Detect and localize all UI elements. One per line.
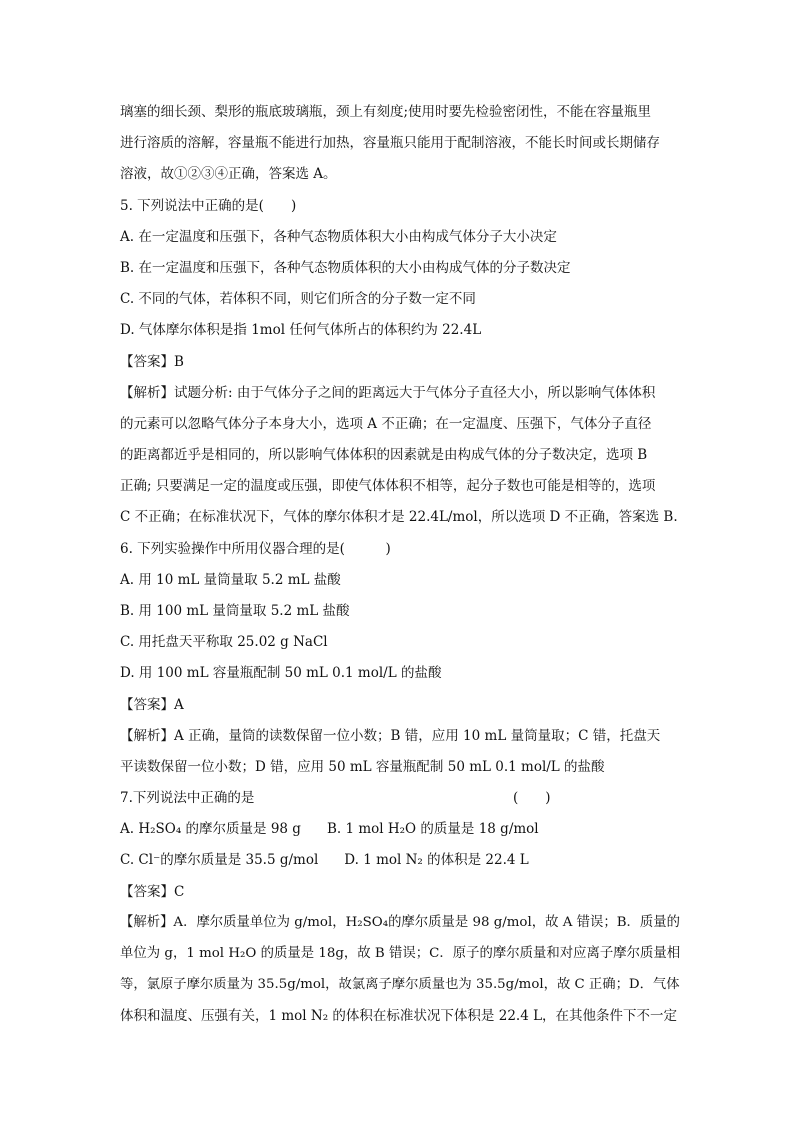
question-6-option-b: B. 用 100 mL 量筒量取 5.2 mL 盐酸: [120, 603, 350, 619]
question-6-option-d: D. 用 100 mL 容量瓶配制 50 mL 0.1 mol/L 的盐酸: [120, 665, 442, 681]
text-line: 溶液，故①②③④正确，答案选 A。: [120, 166, 337, 182]
question-7-analysis: 体积和温度、压强有关，1 mol N₂ 的体积在标准状况下体积是 22.4 L，在其他条件下不一定: [120, 1008, 678, 1024]
question-5-analysis: C 不正确；在标准状况下，气体的摩尔体积才是 22.4L/mol，所以选项 D 不正确，答案选 B.: [120, 509, 678, 525]
question-6-analysis: 【解析】A 正确，量筒的读数保留一位小数；B 错，应用 10 mL 量筒量取；C 错，托盘天: [120, 728, 661, 744]
question-5-option-b: B. 在一定温度和压强下，各种气态物质体积的大小由构成气体的分子数决定: [120, 260, 571, 276]
text-line: 进行溶质的溶解，容量瓶不能进行加热，容量瓶只能用于配制溶液，不能长时间或长期储存: [120, 135, 660, 151]
question-7-analysis: 等，氯原子摩尔质量为 35.5g/mol，故氯离子摩尔质量也为 35.5g/mol，故 C 正确；D．气体: [120, 977, 680, 992]
question-7-answer: 【答案】C: [120, 884, 185, 900]
question-7-options-ab: [120, 819, 680, 839]
question-7-analysis: 单位为 g，1 mol H₂O 的质量是 18g，故 B 错误；C．原子的摩尔质量和对应离子摩尔质量相: [120, 946, 681, 961]
question-7-option-c: C. Cl⁻的摩尔质量是 35.5 g/mol: [120, 852, 319, 868]
question-6-option-c: C. 用托盘天平称取 25.02 g NaCl: [120, 634, 328, 650]
question-5-analysis: 正确; 只要满足一定的温度或压强，即使气体体积不相等，起分子数也可能是相等的，选项: [120, 478, 656, 494]
question-7-option-d: D. 1 mol N₂ 的体积是 22.4 L: [344, 852, 529, 868]
question-5-option-c: C. 不同的气体，若体积不同，则它们所含的分子数一定不同: [120, 291, 476, 307]
question-5-answer: 【答案】B: [120, 354, 184, 370]
question-5-analysis: 的距离都近乎是相同的，所以影响气体体积的因素就是由构成气体的分子数决定，选项 B: [120, 447, 648, 463]
text-line: 璃塞的细长颈、梨形的瓶底玻璃瓶，颈上有刻度;使用时要先检验密闭性，不能在容量瓶里: [120, 104, 652, 120]
question-7-stem-line: [120, 788, 680, 808]
question-6-analysis: 平读数保留一位小数；D 错，应用 50 mL 容量瓶配制 50 mL 0.1 mol/L 的盐酸: [120, 759, 605, 775]
question-7-analysis: 【解析】A．摩尔质量单位为 g/mol，H₂SO₄的摩尔质量是 98 g/mol，故 A 错误；B．质量的: [120, 915, 680, 930]
question-7-option-a: A. H₂SO₄ 的摩尔质量是 98 g: [120, 821, 301, 837]
question-7-option-b: B. 1 mol H₂O 的质量是 18 g/mol: [326, 821, 539, 837]
question-7-paren: ( ): [513, 790, 551, 806]
question-6-stem: 6. 下列实验操作中所用仪器合理的是( ): [120, 541, 391, 557]
question-5-analysis: 的元素可以忽略气体分子本身大小，选项 A 不正确；在一定温度、压强下，气体分子直径: [120, 416, 652, 432]
question-7-options-cd: [120, 850, 680, 870]
question-6-option-a: A. 用 10 mL 量筒量取 5.2 mL 盐酸: [120, 572, 341, 588]
question-5-option-a: A. 在一定温度和压强下，各种气态物质体积大小由构成气体分子大小决定: [120, 229, 557, 245]
question-6-answer: 【答案】A: [120, 697, 184, 713]
question-5-stem: 5. 下列说法中正确的是( ): [120, 198, 297, 214]
question-5-option-d: D. 气体摩尔体积是指 1mol 任何气体所占的体积约为 22.4L: [120, 322, 482, 338]
question-7-stem: 7.下列说法中正确的是: [120, 790, 255, 806]
question-5-analysis: 【解析】试题分析: 由于气体分子之间的距离远大于气体分子直径大小，所以影响气体体积: [120, 385, 656, 401]
